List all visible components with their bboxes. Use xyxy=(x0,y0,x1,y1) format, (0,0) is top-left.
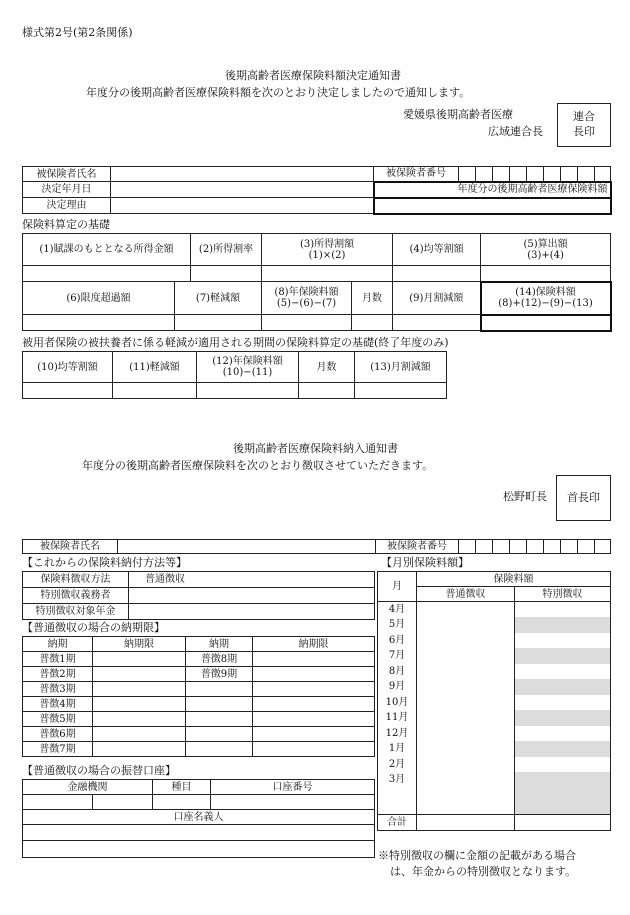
dep-monthly-reduction-header: (13)月割減額 xyxy=(355,352,447,383)
annual-premium-formula: (5)−(6)−(7) xyxy=(276,298,337,309)
deadline-date xyxy=(93,667,186,682)
special-pension-field xyxy=(129,604,375,620)
deadline-row xyxy=(23,652,375,667)
month-label: 10月 xyxy=(378,695,417,711)
deadline-period: 普徴8期 xyxy=(186,652,253,667)
method-label: 保険料徴収方法 xyxy=(23,572,129,588)
income-levy-formula: (1)×(2) xyxy=(308,249,346,261)
insured-name-label: 被保険者氏名 xyxy=(23,167,111,182)
decision-reason-field xyxy=(111,198,374,214)
insured-number-digit xyxy=(476,167,493,182)
yearly-amount-label: 年度分の後期高齢者医療保険料額 xyxy=(374,182,611,198)
income-rate-header: (2)所得割率 xyxy=(191,234,262,266)
note-line-1: ※特別徴収の欄に金額の記載がある場合 xyxy=(378,849,576,862)
deadline-period: 普徴9期 xyxy=(186,667,253,682)
computed-amount-label: (5)算出額 xyxy=(523,238,568,250)
decision-subtitle: 年度分の後期高齢者医療保険料額を次のとおり決定しましたので通知します。 xyxy=(86,86,471,99)
dep-per-capita-cell xyxy=(23,383,113,399)
insured-name-field xyxy=(111,167,374,182)
payment-number-digit xyxy=(459,540,476,554)
insured-info-table xyxy=(22,166,612,215)
premium-amount-header xyxy=(481,282,611,315)
yearly-amount-field xyxy=(374,198,611,214)
deadline-period xyxy=(186,727,253,742)
insured-number-digit xyxy=(544,167,561,182)
deadline-header-date: 納期限 xyxy=(93,637,186,652)
dep-monthly-reduction-cell xyxy=(355,383,447,399)
special-collection-cell xyxy=(515,710,611,726)
payment-insured-number-label: 被保険者番号 xyxy=(376,540,459,554)
income-levy-cell xyxy=(262,266,393,282)
payment-insured-name-field xyxy=(118,540,376,554)
computed-amount-cell xyxy=(481,266,611,282)
deadline-date xyxy=(253,712,375,727)
decision-date-field xyxy=(111,182,374,198)
annual-premium-label: (8)年保険料額 xyxy=(274,287,339,298)
payment-number-digit xyxy=(510,540,527,554)
payment-number-digit xyxy=(493,540,510,554)
insured-number-digit xyxy=(595,167,611,182)
month-label: 3月 xyxy=(378,772,417,814)
dep-annual-premium-cell xyxy=(197,383,299,399)
deadline-row xyxy=(23,667,375,682)
deadline-heading: 【普通徴収の場合の納期限】 xyxy=(22,621,165,634)
union-seal-box xyxy=(557,103,611,147)
dep-annual-premium-header xyxy=(197,352,299,383)
deadline-date xyxy=(93,742,186,757)
deadline-row xyxy=(23,682,375,697)
income-amount-header: (1)賦課のもととなる所得金額 xyxy=(23,234,191,266)
month-label: 12月 xyxy=(378,726,417,742)
bank-cell xyxy=(23,795,93,810)
deadline-date xyxy=(253,652,375,667)
deadline-date xyxy=(253,682,375,697)
monthly-reduction-cell xyxy=(393,315,481,331)
payment-number-digit xyxy=(595,540,611,554)
payment-number-digit xyxy=(527,540,544,554)
issuer-union-head: 広域連合長 xyxy=(488,125,543,138)
special-collection-cell xyxy=(515,664,611,680)
basis-table xyxy=(22,233,612,332)
account-table xyxy=(22,779,375,858)
special-total-cell xyxy=(515,814,611,830)
deadline-row xyxy=(23,697,375,712)
deadline-period: 普徴6期 xyxy=(23,727,93,742)
deadline-period: 普徴2期 xyxy=(23,667,93,682)
deadline-period xyxy=(186,697,253,712)
special-collection-cell xyxy=(515,633,611,649)
note-line-2: は、年金からの特別徴収となります。 xyxy=(390,865,577,878)
month-header: 月 xyxy=(378,572,417,602)
deadline-period: 普徴3期 xyxy=(23,682,93,697)
deadline-date xyxy=(93,727,186,742)
dep-annual-premium-formula: (10)−(11) xyxy=(222,367,273,378)
monthly-heading: 【月別保険料額】 xyxy=(381,556,469,569)
payment-title: 後期高齢者医療保険料納入通知書 xyxy=(233,442,398,455)
special-collection-cell xyxy=(515,726,611,742)
dep-reduction-header: (11)軽減額 xyxy=(113,352,197,383)
payment-number-digit xyxy=(561,540,578,554)
deadline-period: 普徴5期 xyxy=(23,712,93,727)
union-seal-line1: 連合 xyxy=(573,110,595,124)
account-holder-field-2 xyxy=(23,841,375,858)
annual-premium-cell xyxy=(262,315,352,331)
computed-amount-header xyxy=(481,234,611,266)
per-capita-header: (4)均等割額 xyxy=(393,234,481,266)
union-seal-line2: 長印 xyxy=(573,125,595,138)
payment-insured-table xyxy=(22,539,611,554)
premium-header: 保険料額 xyxy=(417,572,611,587)
account-holder-label: 口座名義人 xyxy=(23,810,375,825)
decision-date-label: 決定年月日 xyxy=(23,182,111,198)
month-label: 7月 xyxy=(378,648,417,664)
special-collection-cell xyxy=(515,772,611,814)
per-capita-cell xyxy=(393,266,481,282)
special-collection-cell xyxy=(515,741,611,757)
insured-number-digit xyxy=(510,167,527,182)
month-label: 6月 xyxy=(378,633,417,649)
account-type-cell xyxy=(153,795,211,810)
deadline-period xyxy=(186,682,253,697)
dep-annual-premium-label: (12)年保険料額 xyxy=(212,356,283,367)
account-type-header: 種目 xyxy=(153,780,211,795)
insured-number-digit xyxy=(578,167,595,182)
mayor-seal: 首長印 xyxy=(567,490,600,504)
insured-number-digit xyxy=(493,167,510,182)
account-holder-field xyxy=(23,825,375,841)
insured-number-digit xyxy=(561,167,578,182)
payment-issuer: 松野町長 xyxy=(503,490,547,503)
deadline-period: 普徴4期 xyxy=(23,697,93,712)
month-label: 1月 xyxy=(378,741,417,757)
deadline-header-date: 納期限 xyxy=(253,637,375,652)
deadline-date xyxy=(253,727,375,742)
account-heading: 【普通徴収の場合の振替口座】 xyxy=(22,764,176,777)
account-number-header: 口座番号 xyxy=(211,780,375,795)
bank-header: 金融機関 xyxy=(23,780,153,795)
limit-excess-cell xyxy=(23,315,175,331)
special-collection-cell xyxy=(515,602,611,618)
special-collection-cell xyxy=(515,757,611,773)
special-obligor-field xyxy=(129,588,375,604)
insured-number-digit xyxy=(527,167,544,182)
normal-collection-header: 普通徴収 xyxy=(417,587,515,602)
months-cell xyxy=(352,315,393,331)
issuer-union: 愛媛県後期高齢者医療 xyxy=(403,108,513,121)
annual-premium-header xyxy=(262,282,352,315)
premium-amount-cell xyxy=(481,315,611,331)
payment-number-digit xyxy=(544,540,561,554)
normal-total-cell xyxy=(417,814,515,830)
payment-insured-name-label: 被保険者氏名 xyxy=(23,540,118,554)
income-levy-label: (3)所得割額 xyxy=(299,238,355,250)
insured-number-label: 被保険者番号 xyxy=(374,167,459,182)
dependent-table xyxy=(22,351,447,399)
deadline-date xyxy=(93,682,186,697)
month-label: 5月 xyxy=(378,617,417,633)
monthly-table xyxy=(377,571,611,831)
mayor-seal-box xyxy=(556,475,611,521)
deadline-period xyxy=(186,712,253,727)
form-number: 様式第2号(第2条関係) xyxy=(22,26,133,39)
month-label: 11月 xyxy=(378,710,417,726)
special-pension-label: 特別徴収対象年金 xyxy=(23,604,129,620)
month-label: 2月 xyxy=(378,757,417,773)
deadline-period: 普徴7期 xyxy=(23,742,93,757)
deadline-row xyxy=(23,727,375,742)
income-levy-header xyxy=(262,234,393,266)
reduction-cell xyxy=(175,315,262,331)
decision-reason-label: 決定理由 xyxy=(23,198,111,214)
special-collection-cell xyxy=(515,695,611,711)
reduction-header: (7)軽減額 xyxy=(175,282,262,315)
normal-collection-cell xyxy=(417,602,515,815)
deadline-period: 普徴1期 xyxy=(23,652,93,667)
special-obligor-label: 特別徴収義務者 xyxy=(23,588,129,604)
total-label: 合計 xyxy=(378,814,417,830)
special-collection-cell xyxy=(515,648,611,664)
dependent-heading: 被用者保険の被扶養者に係る軽減が適用される期間の保険料算定の基礎(終了年度のみ) xyxy=(22,336,449,349)
deadline-header-period: 納期 xyxy=(23,637,93,652)
months-header: 月数 xyxy=(352,282,393,315)
computed-amount-formula: (3)+(4) xyxy=(527,249,564,261)
deadline-date xyxy=(253,667,375,682)
month-row xyxy=(378,602,611,618)
premium-amount-formula: (8)+(12)−(9)−(13) xyxy=(498,298,593,309)
method-heading: 【これからの保険料納付方法等】 xyxy=(22,556,187,569)
dep-months-header: 月数 xyxy=(299,352,355,383)
deadline-period xyxy=(186,742,253,757)
income-amount-cell xyxy=(23,266,191,282)
payment-number-digit xyxy=(578,540,595,554)
dep-months-cell xyxy=(299,383,355,399)
method-value: 普通徴収 xyxy=(129,572,375,588)
deadline-header-period: 納期 xyxy=(186,637,253,652)
account-number-cell xyxy=(211,795,375,810)
payment-subtitle: 年度分の後期高齢者医療保険料を次のとおり徴収させていただきます。 xyxy=(82,459,434,472)
dep-reduction-cell xyxy=(113,383,197,399)
month-label: 9月 xyxy=(378,679,417,695)
insured-number-digit xyxy=(459,167,476,182)
premium-amount-label: (14)保険料額 xyxy=(515,287,576,298)
special-collection-cell xyxy=(515,617,611,633)
month-label: 4月 xyxy=(378,602,417,618)
deadline-date xyxy=(253,697,375,712)
deadline-date xyxy=(93,697,186,712)
income-rate-cell xyxy=(191,266,262,282)
payment-number-digit xyxy=(476,540,493,554)
monthly-reduction-header: (9)月割減額 xyxy=(393,282,481,315)
limit-excess-header: (6)限度超過額 xyxy=(23,282,175,315)
decision-title: 後期高齢者医療保険料額決定通知書 xyxy=(225,69,401,82)
dep-per-capita-header: (10)均等割額 xyxy=(23,352,113,383)
method-table xyxy=(22,571,375,620)
deadline-date xyxy=(93,652,186,667)
branch-cell xyxy=(93,795,153,810)
deadline-row xyxy=(23,712,375,727)
month-label: 8月 xyxy=(378,664,417,680)
deadline-table xyxy=(22,636,375,757)
deadline-row xyxy=(23,742,375,757)
basis-heading: 保険料算定の基礎 xyxy=(22,218,110,231)
special-collection-header: 特別徴収 xyxy=(515,587,611,602)
deadline-date xyxy=(93,712,186,727)
special-collection-cell xyxy=(515,679,611,695)
deadline-date xyxy=(253,742,375,757)
